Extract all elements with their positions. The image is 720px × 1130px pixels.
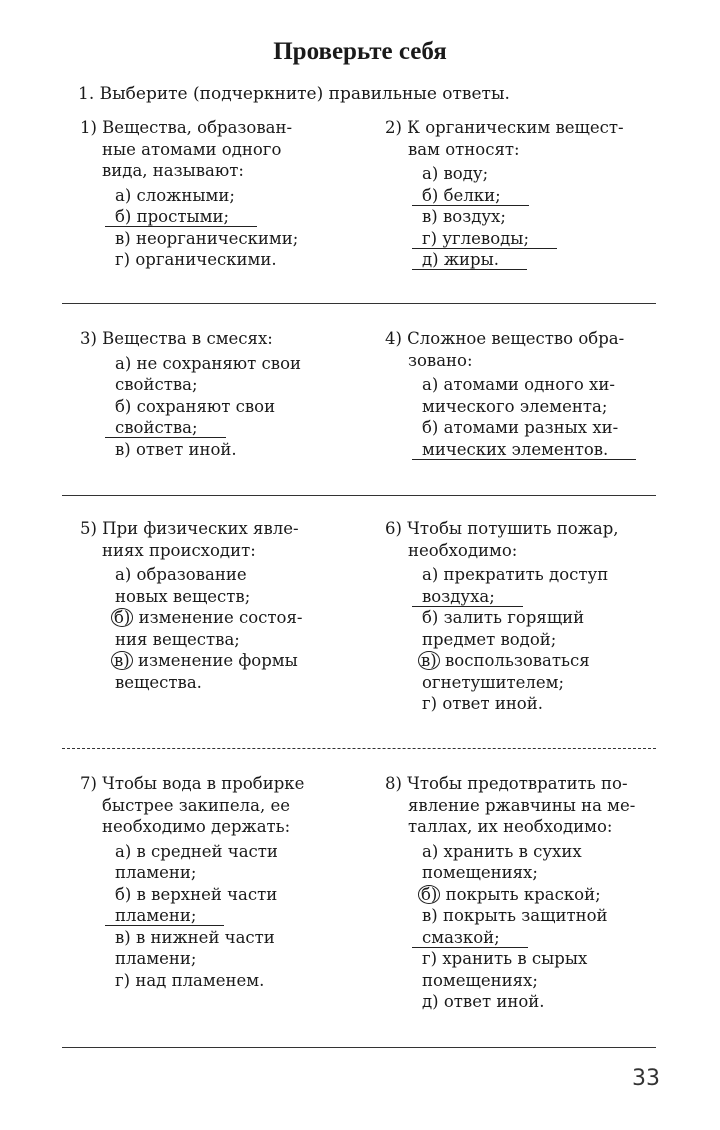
answer-option[interactable] (115, 418, 226, 438)
answer-option[interactable]: в) воздух; (422, 207, 506, 226)
answer-option[interactable]: г) ответ иной. (422, 694, 543, 713)
divider (62, 303, 656, 304)
answer-option[interactable]: а) в средней части (115, 841, 278, 861)
question-stem: вам относят: (408, 139, 520, 159)
question-stem: ниях происходит: (102, 540, 256, 560)
underlined-answer: свойства; (105, 418, 226, 438)
answer-option[interactable] (422, 229, 557, 249)
answer-option[interactable]: б) залить горящий (422, 608, 585, 627)
question-stem: явление ржавчины на ме- (408, 795, 636, 815)
answer-option[interactable]: г) хранить в сырых (422, 949, 588, 968)
answer-option[interactable]: помещениях; (422, 863, 538, 882)
underlined-answer: воздуха; (412, 587, 523, 607)
answer-option[interactable] (422, 186, 529, 206)
underlined-answer: пламени; (105, 906, 224, 926)
answer-option[interactable]: мического элемента; (422, 396, 608, 416)
question-stem: зовано: (408, 350, 473, 370)
answer-option[interactable]: б) атомами разных хи- (422, 418, 619, 437)
answer-option[interactable]: предмет водой; (422, 629, 557, 649)
answer-option[interactable] (115, 207, 257, 227)
question-stem: 7) Чтобы вода в пробирке (80, 774, 305, 793)
answer-option[interactable]: пламени; (115, 863, 197, 882)
question-stem: необходимо держать: (102, 817, 291, 836)
question-stem: 5) При физических явле- (80, 519, 299, 538)
answer-option[interactable]: д) ответ иной. (422, 992, 545, 1011)
question-stem: таллах, их необходимо: (408, 817, 613, 836)
answer-option[interactable]: огнетушителем; (422, 672, 565, 692)
answer-option[interactable] (422, 440, 636, 460)
answer-option[interactable]: свойства; (115, 375, 198, 394)
question-stem: 6) Чтобы потушить пожар, (385, 519, 619, 538)
question-stem: необходимо: (408, 540, 518, 560)
answer-option[interactable]: а) не сохраняют свои (115, 353, 302, 373)
question-stem: 2) К органическим вещест- (385, 118, 624, 137)
answer-option[interactable]: а) атомами одного хи- (422, 375, 615, 394)
answer-option[interactable]: а) образование (115, 565, 247, 584)
underlined-answer: д) жиры. (412, 250, 527, 270)
answer-option[interactable] (422, 587, 523, 607)
answer-option[interactable]: а) прекратить доступ (422, 565, 609, 584)
answer-option[interactable]: ния вещества; (115, 629, 240, 649)
answer-option[interactable]: помещениях; (422, 970, 538, 990)
question-stem: 4) Сложное вещество обра- (385, 329, 625, 348)
question-stem: быстрее закипела, ее (102, 795, 291, 815)
underlined-answer: г) углеводы; (412, 229, 557, 249)
answer-option[interactable]: а) воду; (422, 164, 489, 183)
question-stem: вида, называют: (102, 161, 244, 180)
divider (62, 1047, 656, 1048)
task-instruction: 1. Выберите (подчеркните) правильные ответы. (78, 84, 510, 104)
answer-option[interactable]: г) органическими. (115, 250, 277, 269)
answer-option[interactable]: в) неорганическими; (115, 228, 299, 248)
answer-option[interactable]: в) в нижней части (115, 927, 275, 947)
answer-option[interactable] (422, 250, 527, 270)
answer-option[interactable] (422, 928, 528, 948)
answer-option[interactable]: б) изменение состоя- (115, 608, 302, 628)
circled-letter: в) (418, 651, 440, 670)
divider (62, 748, 656, 749)
answer-option[interactable]: б) покрыть краской; (422, 885, 601, 905)
question-stem: 8) Чтобы предотвратить по- (385, 774, 628, 793)
answer-option[interactable]: в) ответ иной. (115, 439, 237, 459)
question-stem: ные атомами одного (102, 139, 282, 159)
underlined-answer: б) простыми; (105, 207, 257, 227)
answer-option[interactable]: б) в верхней части (115, 884, 278, 904)
answer-option[interactable]: а) сложными; (115, 185, 235, 205)
answer-option[interactable]: а) хранить в сухих (422, 841, 582, 861)
answer-option[interactable]: вещества. (115, 672, 202, 692)
circled-letter: в) (111, 651, 133, 670)
underlined-answer: смазкой; (412, 928, 528, 948)
circled-letter: б) (111, 608, 133, 627)
answer-option[interactable]: пламени; (115, 949, 197, 968)
page-number: 33 (632, 1066, 660, 1091)
answer-option[interactable]: новых веществ; (115, 586, 251, 606)
answer-option[interactable]: в) воспользоваться (422, 651, 590, 671)
question-stem: 1) Вещества, образован- (80, 118, 293, 137)
answer-option[interactable]: в) покрыть защитной (422, 906, 608, 925)
page-title: Проверьте себя (273, 38, 447, 65)
answer-option[interactable] (115, 906, 224, 926)
answer-option[interactable]: в) изменение формы (115, 651, 298, 671)
answer-option[interactable]: г) над пламенем. (115, 970, 265, 990)
answer-option[interactable]: б) сохраняют свои (115, 396, 276, 416)
question-stem: 3) Вещества в смесях: (80, 329, 273, 348)
divider (62, 495, 656, 496)
circled-letter: б) (418, 885, 440, 904)
underlined-answer: мических элементов. (412, 440, 636, 460)
underlined-answer: б) белки; (412, 186, 529, 206)
